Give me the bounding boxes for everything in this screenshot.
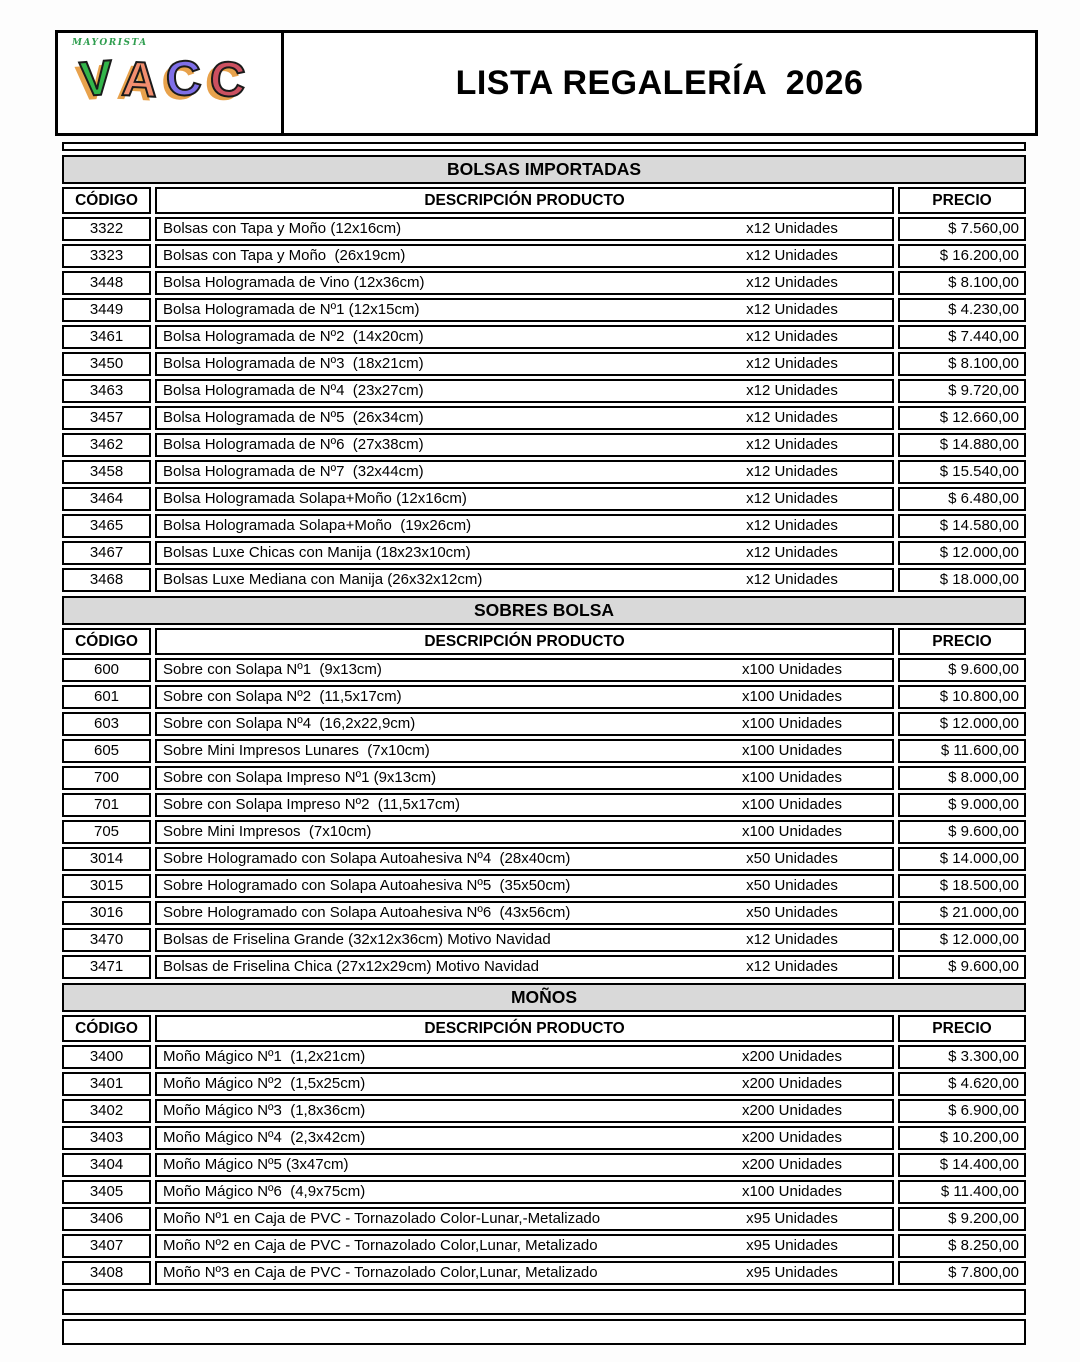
row-description: Sobre con Solapa Impreso Nº2 (11,5x17cm) (163, 796, 461, 813)
row-price: $ 6.900,00 (898, 1099, 1026, 1123)
col-code: CÓDIGO (62, 187, 151, 214)
table-row (62, 1126, 1026, 1150)
row-description: Bolsa Hologramada de Nº3 (18x21cm) (163, 355, 424, 372)
row-description: Bolsa Hologramada de Nº1 (12x15cm) (163, 301, 420, 318)
row-code: 3449 (62, 298, 151, 322)
row-price: $ 12.000,00 (898, 712, 1026, 736)
row-description-cell (155, 352, 894, 376)
row-description: Bolsas de Friselina Chica (27x12x29cm) Motivo Navidad (163, 958, 539, 975)
row-code: 3468 (62, 568, 151, 592)
row-description: Bolsas Luxe Mediana con Manija (26x32x12cm) (163, 571, 483, 588)
row-description-cell (155, 874, 894, 898)
row-price: $ 7.800,00 (898, 1261, 1026, 1285)
table-row (62, 271, 1026, 295)
row-description: Bolsa Hologramada de Nº7 (32x44cm) (163, 463, 424, 480)
row-price: $ 3.300,00 (898, 1045, 1026, 1069)
row-description-cell (155, 406, 894, 430)
table-row (62, 514, 1026, 538)
row-description-cell (155, 487, 894, 511)
row-units: x12 Unidades (746, 490, 838, 507)
row-code: 700 (62, 766, 151, 790)
row-price: $ 9.600,00 (898, 820, 1026, 844)
sections-container (62, 155, 1026, 1285)
row-description-cell (155, 712, 894, 736)
row-description: Moño Nº1 en Caja de PVC - Tornazolado Color-Lunar,-Metalizado (163, 1210, 601, 1227)
row-description-cell (155, 928, 894, 952)
row-units: x50 Unidades (746, 850, 838, 867)
row-units: x12 Unidades (746, 544, 838, 561)
row-units: x12 Unidades (746, 382, 838, 399)
section-rows (62, 1045, 1026, 1285)
row-code: 3457 (62, 406, 151, 430)
section-title: MOÑOS (510, 987, 578, 1007)
logo-brand (72, 51, 281, 107)
row-units: x12 Unidades (746, 931, 838, 948)
col-price: PRECIO (898, 187, 1026, 214)
row-price: $ 11.400,00 (898, 1180, 1026, 1204)
vacc-logo (58, 33, 284, 133)
table-row (62, 568, 1026, 592)
row-code: 3458 (62, 460, 151, 484)
section-title: SOBRES BOLSA (473, 600, 615, 620)
row-units: x12 Unidades (746, 274, 838, 291)
row-units: x12 Unidades (746, 247, 838, 264)
section-title-bar (62, 983, 1026, 1012)
row-description-cell (155, 847, 894, 871)
row-description-cell (155, 1099, 894, 1123)
row-description: Bolsas con Tapa y Moño (26x19cm) (163, 247, 406, 264)
row-price: $ 14.880,00 (898, 433, 1026, 457)
table-row (62, 955, 1026, 979)
row-description-cell (155, 1153, 894, 1177)
row-description: Sobre Hologramado con Solapa Autoahesiva Nº6 (43x56cm) (163, 904, 571, 921)
row-code: 3461 (62, 325, 151, 349)
row-price: $ 14.400,00 (898, 1153, 1026, 1177)
row-units: x200 Unidades (741, 1102, 843, 1119)
title-box (284, 33, 1035, 133)
row-description-cell (155, 766, 894, 790)
row-description-cell (155, 514, 894, 538)
row-code: 3323 (62, 244, 151, 268)
row-price: $ 14.580,00 (898, 514, 1026, 538)
row-price: $ 4.230,00 (898, 298, 1026, 322)
table-row (62, 712, 1026, 736)
table-row (62, 928, 1026, 952)
table-row (62, 379, 1026, 403)
logo-letter: C (209, 52, 248, 108)
row-description-cell (155, 298, 894, 322)
price-table (62, 142, 1026, 1345)
row-code: 3401 (62, 1072, 151, 1096)
table-row (62, 1180, 1026, 1204)
row-price: $ 12.660,00 (898, 406, 1026, 430)
row-description-cell (155, 685, 894, 709)
row-code: 3015 (62, 874, 151, 898)
row-code: 3408 (62, 1261, 151, 1285)
row-units: x12 Unidades (746, 463, 838, 480)
logo-letter: C (164, 50, 204, 108)
row-units: x100 Unidades (741, 688, 843, 705)
table-row (62, 1072, 1026, 1096)
row-units: x12 Unidades (746, 571, 838, 588)
row-description: Sobre Hologramado con Solapa Autoahesiva Nº5 (35x50cm) (163, 877, 571, 894)
row-code: 705 (62, 820, 151, 844)
row-description-cell (155, 1234, 894, 1258)
row-price: $ 9.000,00 (898, 793, 1026, 817)
col-code: CÓDIGO (62, 628, 151, 655)
row-description-cell (155, 739, 894, 763)
row-price: $ 15.540,00 (898, 460, 1026, 484)
row-description: Sobre Hologramado con Solapa Autoahesiva Nº4 (28x40cm) (163, 850, 571, 867)
row-price: $ 10.200,00 (898, 1126, 1026, 1150)
row-units: x200 Unidades (741, 1129, 843, 1146)
row-description-cell (155, 433, 894, 457)
row-description: Bolsa Hologramada de Nº2 (14x20cm) (163, 328, 424, 345)
document-header (55, 30, 1038, 136)
table-row (62, 658, 1026, 682)
empty-row (62, 1319, 1026, 1345)
row-units: x95 Unidades (746, 1237, 838, 1254)
row-description-cell (155, 541, 894, 565)
table-row (62, 460, 1026, 484)
column-header-row (62, 628, 1026, 655)
row-code: 603 (62, 712, 151, 736)
row-price: $ 9.600,00 (898, 658, 1026, 682)
row-description-cell (155, 325, 894, 349)
table-row (62, 406, 1026, 430)
row-description-cell (155, 460, 894, 484)
row-description-cell (155, 793, 894, 817)
row-price: $ 12.000,00 (898, 928, 1026, 952)
row-price: $ 16.200,00 (898, 244, 1026, 268)
row-units: x50 Unidades (746, 877, 838, 894)
row-price: $ 21.000,00 (898, 901, 1026, 925)
row-units: x200 Unidades (741, 1156, 843, 1173)
col-code: CÓDIGO (62, 1015, 151, 1042)
row-description: Moño Mágico Nº4 (2,3x42cm) (163, 1129, 366, 1146)
row-units: x12 Unidades (746, 958, 838, 975)
column-header-row (62, 1015, 1026, 1042)
row-units: x12 Unidades (746, 355, 838, 372)
section-rows (62, 217, 1026, 592)
col-price: PRECIO (898, 628, 1026, 655)
row-price: $ 8.000,00 (898, 766, 1026, 790)
row-units: x200 Unidades (741, 1075, 843, 1092)
row-units: x50 Unidades (746, 904, 838, 921)
table-row (62, 1207, 1026, 1231)
row-description: Moño Mágico Nº2 (1,5x25cm) (163, 1075, 366, 1092)
row-units: x12 Unidades (746, 220, 838, 237)
table-row (62, 298, 1026, 322)
row-price: $ 7.440,00 (898, 325, 1026, 349)
row-description-cell (155, 1207, 894, 1231)
row-code: 3450 (62, 352, 151, 376)
row-code: 3404 (62, 1153, 151, 1177)
table-row (62, 325, 1026, 349)
row-price: $ 12.000,00 (898, 541, 1026, 565)
row-units: x100 Unidades (741, 661, 843, 678)
row-units: x100 Unidades (741, 823, 843, 840)
row-units: x95 Unidades (746, 1210, 838, 1227)
section-title: BOLSAS IMPORTADAS (446, 159, 642, 179)
table-row (62, 352, 1026, 376)
row-price: $ 9.600,00 (898, 955, 1026, 979)
row-description: Sobre con Solapa Impreso Nº1 (9x13cm) (163, 769, 437, 786)
logo-tagline: MAYORISTA (72, 38, 148, 48)
row-description: Bolsas de Friselina Grande (32x12x36cm) Motivo Navidad (163, 931, 551, 948)
table-row (62, 433, 1026, 457)
row-description: Moño Mágico Nº5 (3x47cm) (163, 1156, 349, 1173)
row-description-cell (155, 1126, 894, 1150)
table-row (62, 739, 1026, 763)
row-price: $ 18.000,00 (898, 568, 1026, 592)
section (62, 596, 1026, 979)
row-code: 3407 (62, 1234, 151, 1258)
section (62, 155, 1026, 592)
row-code: 3465 (62, 514, 151, 538)
row-units: x12 Unidades (746, 409, 838, 426)
table-row (62, 1045, 1026, 1069)
table-row (62, 487, 1026, 511)
row-price: $ 4.620,00 (898, 1072, 1026, 1096)
row-description: Bolsas con Tapa y Moño (12x16cm) (163, 220, 402, 237)
row-description: Moño Nº3 en Caja de PVC - Tornazolado Color,Lunar, Metalizado (163, 1264, 598, 1281)
row-code: 605 (62, 739, 151, 763)
col-description: DESCRIPCIÓN PRODUCTO (155, 628, 894, 655)
row-description: Moño Nº2 en Caja de PVC - Tornazolado Color,Lunar, Metalizado (163, 1237, 598, 1254)
row-description: Sobre Mini Impresos Lunares (7x10cm) (163, 742, 430, 759)
row-code: 3406 (62, 1207, 151, 1231)
row-price: $ 8.100,00 (898, 352, 1026, 376)
row-description-cell (155, 568, 894, 592)
row-description: Moño Mágico Nº1 (1,2x21cm) (163, 1048, 366, 1065)
row-description: Moño Mágico Nº3 (1,8x36cm) (163, 1102, 366, 1119)
row-code: 3402 (62, 1099, 151, 1123)
row-description: Sobre con Solapa Nº4 (16,2x22,9cm) (163, 715, 416, 732)
row-description: Bolsa Hologramada de Vino (12x36cm) (163, 274, 425, 291)
row-code: 3014 (62, 847, 151, 871)
row-code: 3471 (62, 955, 151, 979)
row-description: Sobre con Solapa Nº1 (9x13cm) (163, 661, 382, 678)
row-price: $ 14.000,00 (898, 847, 1026, 871)
row-price: $ 11.600,00 (898, 739, 1026, 763)
row-description-cell (155, 271, 894, 295)
section-rows (62, 658, 1026, 979)
logo-letter: A (120, 52, 159, 108)
row-units: x200 Unidades (741, 1048, 843, 1065)
row-price: $ 18.500,00 (898, 874, 1026, 898)
section (62, 983, 1026, 1285)
row-description-cell (155, 1045, 894, 1069)
row-description-cell (155, 379, 894, 403)
row-price: $ 8.250,00 (898, 1234, 1026, 1258)
row-code: 3322 (62, 217, 151, 241)
spacer-row (62, 142, 1026, 151)
row-description: Bolsa Hologramada de Nº5 (26x34cm) (163, 409, 424, 426)
table-row (62, 244, 1026, 268)
row-price: $ 8.100,00 (898, 271, 1026, 295)
row-units: x12 Unidades (746, 301, 838, 318)
row-price: $ 6.480,00 (898, 487, 1026, 511)
row-description: Bolsa Hologramada Solapa+Moño (12x16cm) (163, 490, 467, 507)
row-description-cell (155, 901, 894, 925)
section-title-bar (62, 596, 1026, 625)
logo-letter: V (78, 50, 115, 108)
column-header-row (62, 187, 1026, 214)
table-row (62, 874, 1026, 898)
row-code: 3464 (62, 487, 151, 511)
table-row (62, 685, 1026, 709)
row-units: x12 Unidades (746, 436, 838, 453)
row-description-cell (155, 955, 894, 979)
row-code: 3448 (62, 271, 151, 295)
row-units: x100 Unidades (741, 1183, 843, 1200)
empty-row (62, 1289, 1026, 1315)
col-description: DESCRIPCIÓN PRODUCTO (155, 187, 894, 214)
row-units: x100 Unidades (741, 715, 843, 732)
table-row (62, 541, 1026, 565)
table-row (62, 847, 1026, 871)
row-code: 601 (62, 685, 151, 709)
table-row (62, 901, 1026, 925)
table-row (62, 217, 1026, 241)
row-description-cell (155, 1261, 894, 1285)
row-code: 3462 (62, 433, 151, 457)
row-units: x100 Unidades (741, 742, 843, 759)
row-description-cell (155, 217, 894, 241)
empty-rows-container (62, 1289, 1026, 1345)
row-code: 701 (62, 793, 151, 817)
row-units: x100 Unidades (741, 769, 843, 786)
row-description: Moño Mágico Nº6 (4,9x75cm) (163, 1183, 366, 1200)
row-description-cell (155, 1072, 894, 1096)
table-row (62, 1234, 1026, 1258)
col-description: DESCRIPCIÓN PRODUCTO (155, 1015, 894, 1042)
table-row (62, 766, 1026, 790)
row-description: Sobre con Solapa Nº2 (11,5x17cm) (163, 688, 402, 705)
row-description-cell (155, 1180, 894, 1204)
row-units: x12 Unidades (746, 328, 838, 345)
row-units: x95 Unidades (746, 1264, 838, 1281)
page-title: LISTA REGALERÍA 2026 (455, 63, 864, 102)
table-row (62, 1099, 1026, 1123)
row-units: x12 Unidades (746, 517, 838, 534)
row-units: x100 Unidades (741, 796, 843, 813)
section-title-bar (62, 155, 1026, 184)
table-row (62, 793, 1026, 817)
table-row (62, 1153, 1026, 1177)
col-price: PRECIO (898, 1015, 1026, 1042)
row-price: $ 7.560,00 (898, 217, 1026, 241)
row-description: Bolsas Luxe Chicas con Manija (18x23x10cm) (163, 544, 471, 561)
row-code: 3016 (62, 901, 151, 925)
row-code: 600 (62, 658, 151, 682)
row-price: $ 9.200,00 (898, 1207, 1026, 1231)
table-row (62, 820, 1026, 844)
row-description: Bolsa Hologramada Solapa+Moño (19x26cm) (163, 517, 472, 534)
row-price: $ 10.800,00 (898, 685, 1026, 709)
row-description-cell (155, 658, 894, 682)
row-price: $ 9.720,00 (898, 379, 1026, 403)
row-description-cell (155, 244, 894, 268)
row-description: Bolsa Hologramada de Nº4 (23x27cm) (163, 382, 424, 399)
row-description-cell (155, 820, 894, 844)
row-description: Bolsa Hologramada de Nº6 (27x38cm) (163, 436, 424, 453)
row-code: 3400 (62, 1045, 151, 1069)
row-code: 3405 (62, 1180, 151, 1204)
row-code: 3463 (62, 379, 151, 403)
row-code: 3403 (62, 1126, 151, 1150)
row-description: Sobre Mini Impresos (7x10cm) (163, 823, 372, 840)
row-code: 3467 (62, 541, 151, 565)
row-code: 3470 (62, 928, 151, 952)
table-row (62, 1261, 1026, 1285)
